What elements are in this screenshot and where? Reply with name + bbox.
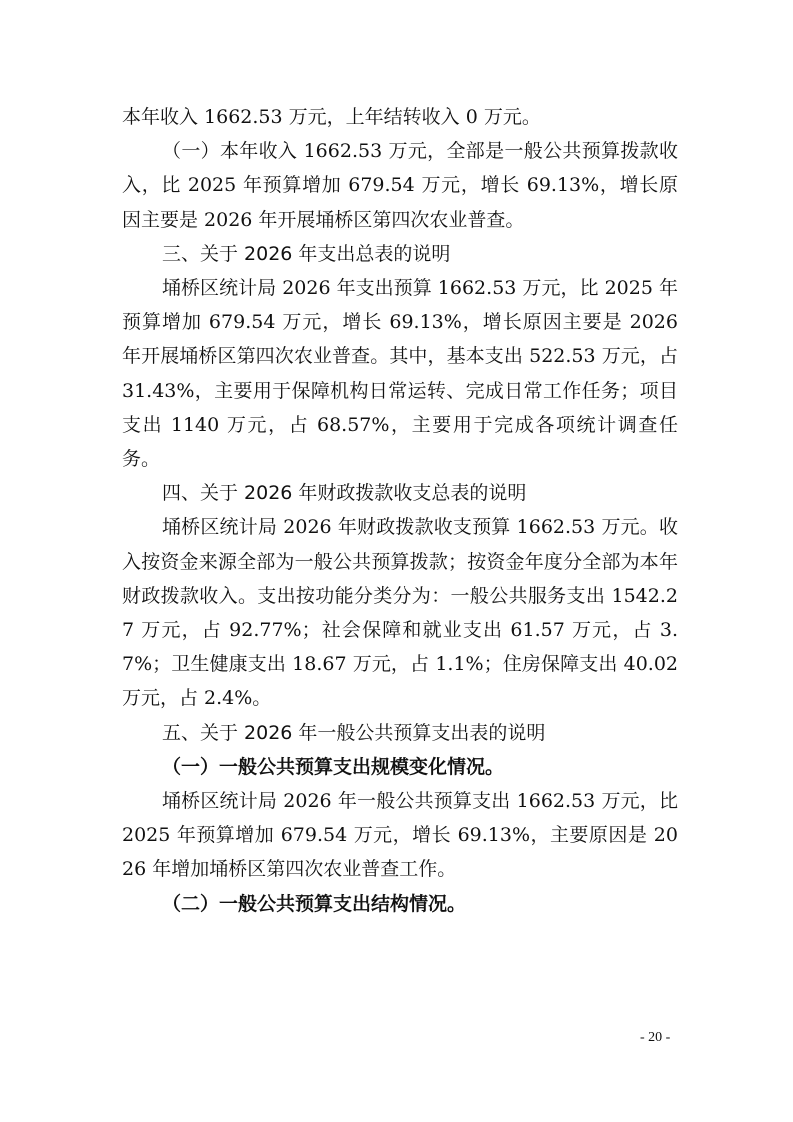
heading-expenditure-summary: 三、关于 2026 年支出总表的说明 (162, 242, 451, 265)
paragraph-income-summary: 本年收入 1662.53 万元，上年结转收入 0 万元。 (122, 106, 541, 128)
page-number: - 20 - (640, 1030, 671, 1045)
paragraph-expenditure-summary: 埇桥区统计局 2026 年支出预算 1662.53 万元，比 2025 年预算增加 679.54 万元，增长 69.13%，增长原因主要是 2026 年开展埇桥区第四次农业普查。其中，基本支出 522.53 万元，占 31.43%，主要用于保障机构日常运转、完成日常工作任务；项目支出 1140 万元，占 68.57%，主要用于完成各项统计调查任务。 (122, 277, 678, 471)
heading-general-budget: 五、关于 2026 年一般公共预算支出表的说明 (162, 721, 546, 744)
paragraph-fiscal-allocation: 埇桥区统计局 2026 年财政拨款收支预算 1662.53 万元。收入按资金来源全部为一般公共预算拨款；按资金年度分全部为本年财政拨款收入。支出按功能分类分为：一般公共服务支出 1542.27 万元，占 92.77%；社会保障和就业支出 61.57 万元，占 3.7%；卫生健康支出 18.67 万元，占 1.1%；住房保障支出 40.02 万元，占 2.4%。 (122, 516, 678, 710)
heading-fiscal-allocation: 四、关于 2026 年财政拨款收支总表的说明 (162, 482, 527, 505)
subheading-scale-change: （一）一般公共预算支出规模变化情况。 (162, 755, 505, 778)
subheading-structure: （二）一般公共预算支出结构情况。 (162, 892, 467, 915)
document-body (122, 100, 678, 921)
paragraph-scale-change: 埇桥区统计局 2026 年一般公共预算支出 1662.53 万元，比 2025 年预算增加 679.54 万元，增长 69.13%，主要原因是 2026 年增加埇桥区第四次农业普查工作。 (122, 790, 678, 881)
paragraph-current-year-income: （一）本年收入 1662.53 万元，全部是一般公共预算拨款收入，比 2025 年预算增加 679.54 万元，增长 69.13%，增长原因主要是 2026 年开展埇桥区第四次农业普查。 (122, 140, 678, 231)
